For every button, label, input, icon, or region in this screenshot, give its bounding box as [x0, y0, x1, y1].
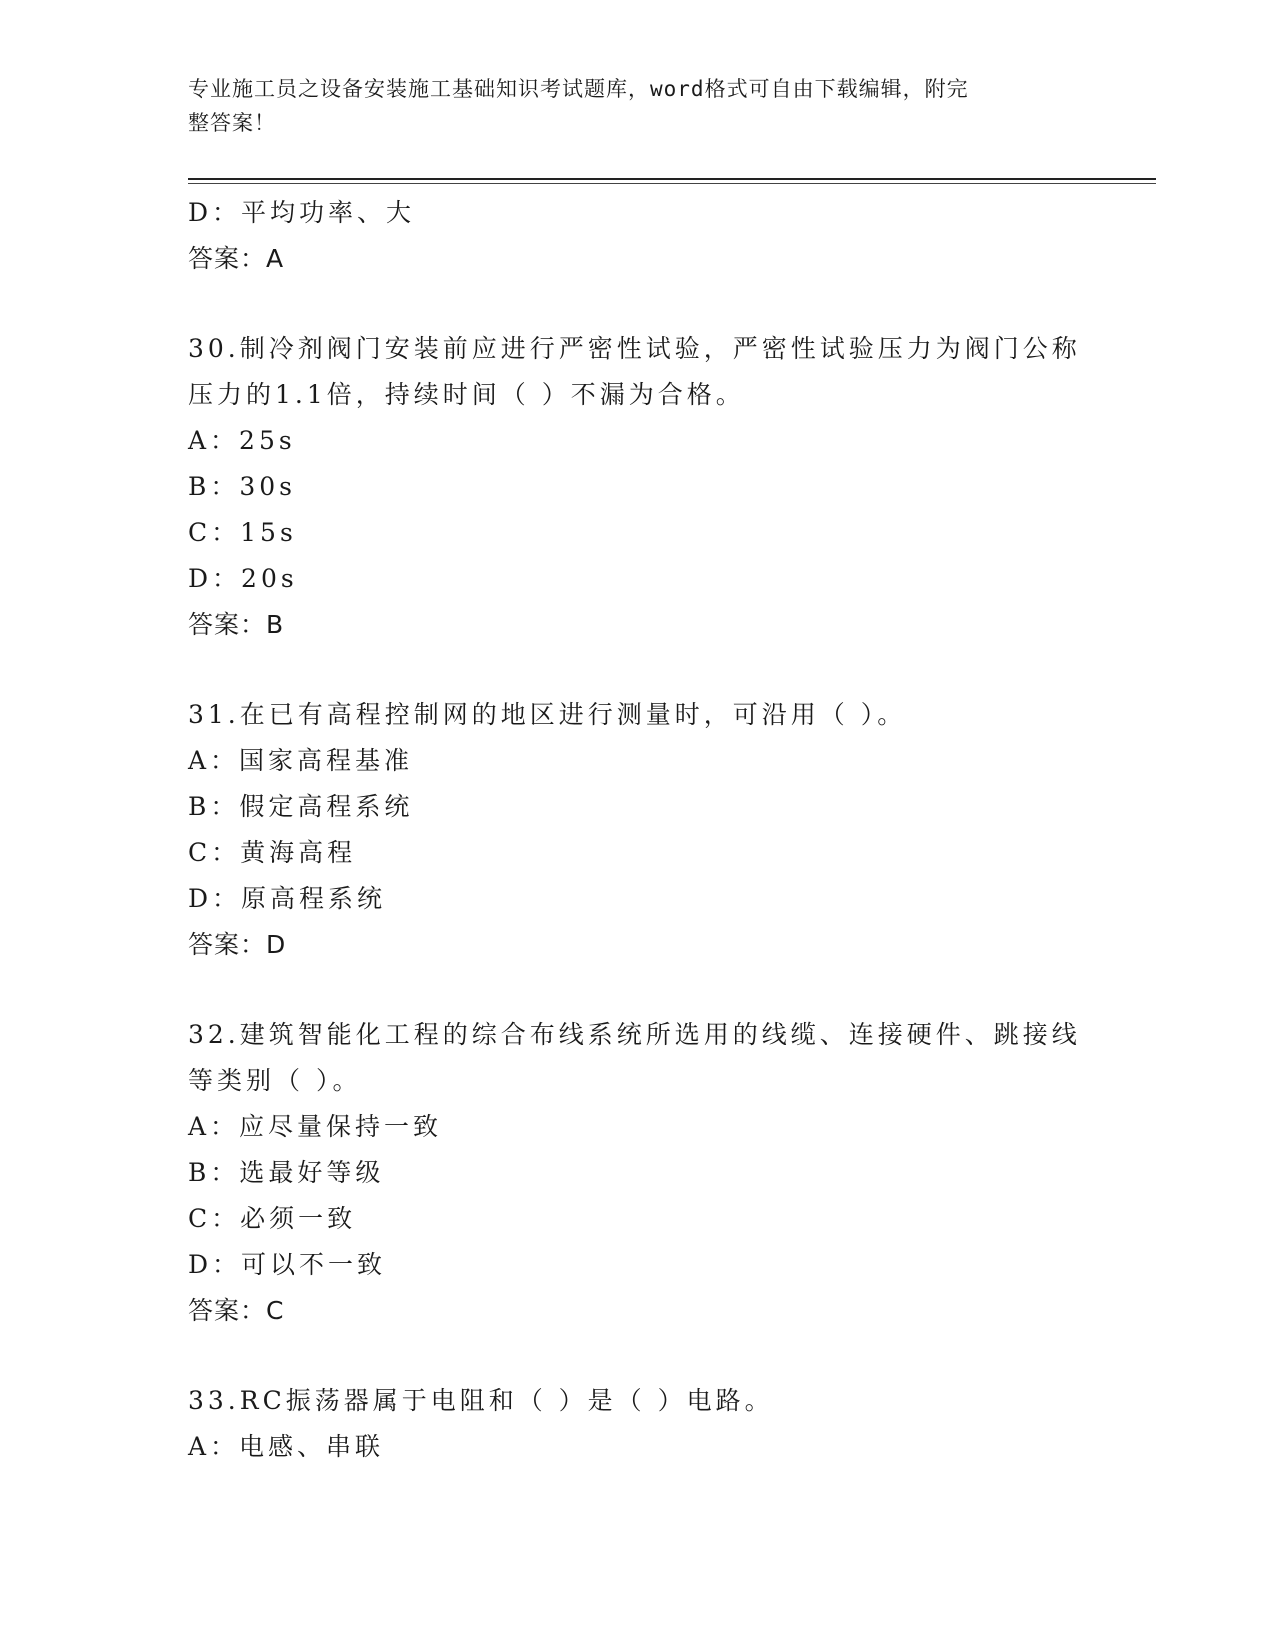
option-a: A：电感、串联 — [188, 1432, 385, 1461]
option-d: D：20s — [188, 564, 298, 593]
option-a: A：应尽量保持一致 — [188, 1112, 443, 1141]
question-stem: 33.RC振荡器属于电阻和（ ）是（ ）电路。 — [188, 1386, 774, 1415]
header-line-1: 专业施工员之设备安装施工基础知识考试题库，word格式可自由下载编辑，附完 — [188, 77, 969, 101]
header-line-2: 整答案！ — [188, 111, 276, 135]
option-a: A：国家高程基准 — [188, 746, 414, 775]
question-list — [188, 190, 1088, 1470]
option-c: C：必须一致 — [188, 1204, 357, 1233]
option-b: B：假定高程系统 — [188, 792, 414, 821]
option-b: B：30s — [188, 472, 297, 501]
header-divider-thick — [188, 178, 1156, 180]
question-32 — [188, 1012, 1088, 1334]
question-stem-continued: 压力的1.1倍，持续时间（ ）不漏为合格。 — [188, 380, 745, 409]
option-b: B：选最好等级 — [188, 1158, 385, 1187]
question-30 — [188, 326, 1088, 648]
question-31 — [188, 692, 1088, 968]
option-c: C：黄海高程 — [188, 838, 357, 867]
option-d: D：平均功率、大 — [188, 198, 416, 227]
answer-line: 答案：B — [188, 610, 285, 639]
answer-line: 答案：D — [188, 930, 287, 959]
document-header — [188, 72, 1068, 140]
question-stem: 31.在已有高程控制网的地区进行测量时，可沿用（ ）。 — [188, 700, 907, 729]
question-stem: 32.建筑智能化工程的综合布线系统所选用的线缆、连接硬件、跳接线 — [188, 1020, 1081, 1049]
header-divider-thin — [188, 183, 1156, 184]
question-stem: 30.制冷剂阀门安装前应进行严密性试验，严密性试验压力为阀门公称 — [188, 334, 1081, 363]
option-c: C：15s — [188, 518, 297, 547]
question-stem-continued: 等类别（ ）。 — [188, 1066, 362, 1095]
option-d: D：原高程系统 — [188, 884, 387, 913]
question-33 — [188, 1378, 1088, 1470]
answer-line: 答案：C — [188, 1296, 285, 1325]
answer-line: 答案：A — [188, 244, 285, 273]
option-d: D：可以不一致 — [188, 1250, 387, 1279]
option-a: A：25s — [188, 426, 296, 455]
